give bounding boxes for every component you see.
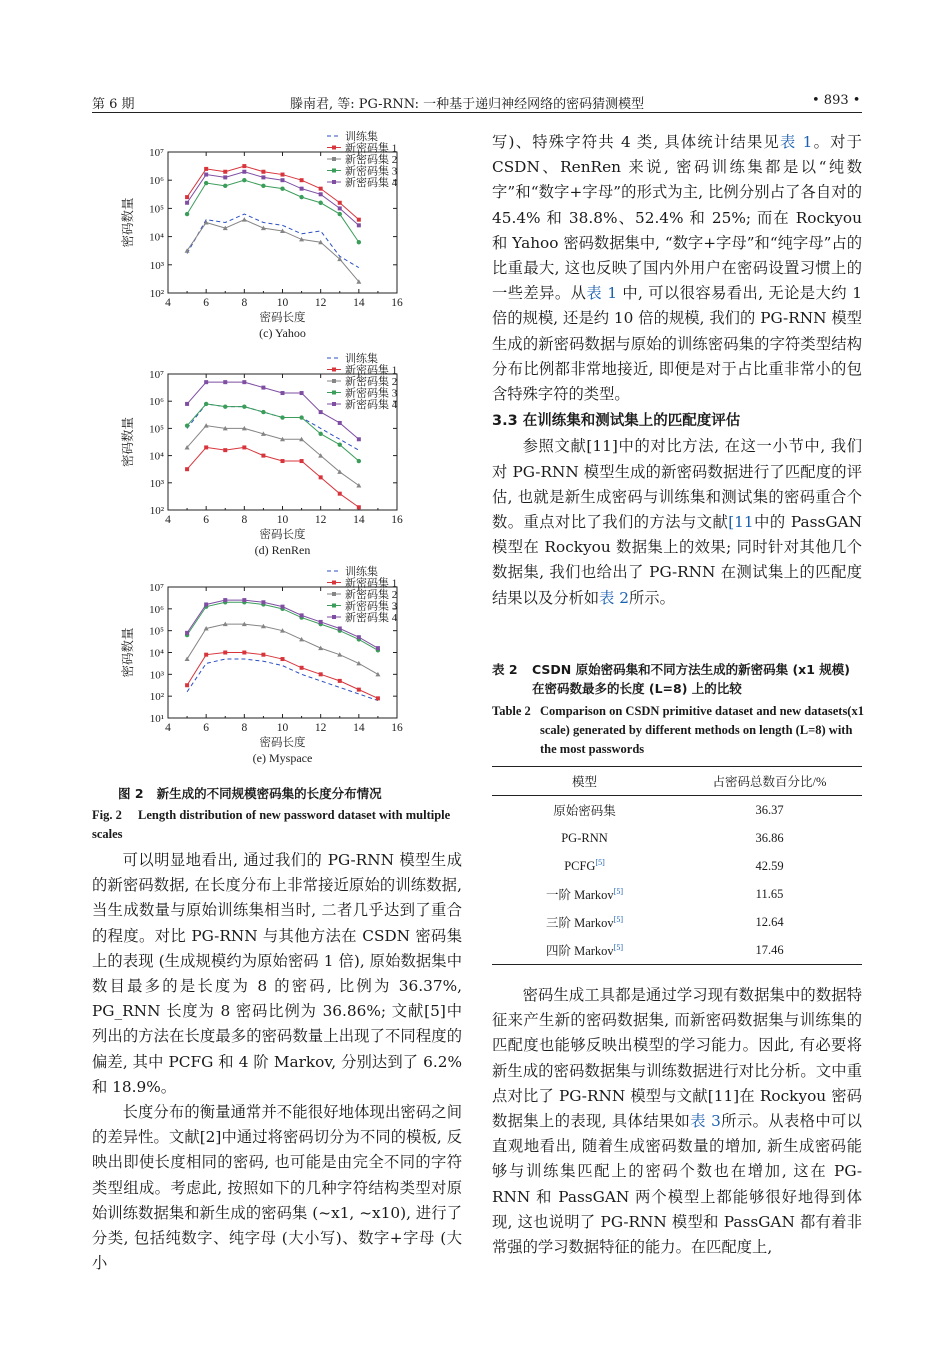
data-point [375, 672, 380, 677]
series-line [187, 659, 378, 700]
ref11-link[interactable]: [11 [728, 513, 754, 532]
legend-label: 新密码集 1 [345, 142, 398, 155]
table-row: 三阶 Markov[5] 12.64 [545, 914, 784, 930]
header-issue: 第 6 期 [92, 97, 135, 112]
table-row: PG-RNN 36.86 [561, 830, 784, 845]
data-point [299, 415, 303, 419]
table-header-model: 模型 [492, 767, 677, 796]
chart-renren [92, 352, 472, 562]
data-point [261, 170, 265, 174]
data-point [242, 651, 246, 655]
table-header-row [492, 767, 862, 796]
data-point [242, 217, 247, 222]
data-point [204, 402, 208, 406]
legend-label: 新密码集 3 [345, 600, 398, 613]
data-point [242, 445, 246, 449]
data-point [357, 505, 361, 509]
data-point [242, 178, 246, 182]
x-tick-label: 10 [276, 297, 289, 309]
series-line [187, 447, 359, 507]
chart-yahoo-svg [92, 130, 472, 345]
ref5-link[interactable]: [5] [613, 914, 624, 924]
y-tick-label: 10⁶ [149, 396, 164, 409]
x-tick-label: 8 [241, 722, 248, 734]
data-point [242, 164, 246, 168]
legend-label: 新密码集 3 [345, 165, 398, 178]
data-point [281, 605, 285, 609]
chart-title: (c) Yahoo [259, 326, 306, 340]
y-tick-label: 10³ [149, 259, 164, 272]
data-point [185, 657, 190, 662]
x-tick-label: 6 [203, 722, 210, 734]
x-tick-label: 12 [314, 297, 327, 309]
data-point [185, 212, 189, 216]
legend-marker [332, 391, 336, 395]
x-tick-label: 16 [391, 722, 403, 734]
data-point [319, 672, 323, 676]
figure-caption-en-label: Fig. 2 [92, 808, 122, 822]
data-point [300, 187, 304, 191]
table2-caption [492, 660, 864, 759]
x-tick-label: 16 [391, 514, 403, 526]
x-tick-label: 10 [276, 722, 289, 734]
data-point [319, 410, 323, 414]
paragraph-table1-summary: 写)、特殊字符共 4 类, 具体统计结果见表 1。对于 CSDN、RenRen 来说, 密码训练集都是以“纯数字”和“数字+字母”的形式为主, 比例分别占了各自对的 45.4% 和 38.8%、52.4% 和 25%; 而在 Rockyou 和 Yahoo 密码数据集中, “数字+字母”和“纯字母”占的比重最大, 这也反映了国内外用户在密码设置习惯上的一些差异。从表 1 中, 可以很容易看出, 无论是大约 1 倍的规模, 还是约 10 倍的规模, 我们的 PG-RNN 模型生成的新密码数据与原始的训练密码集的字符类型结构分布比例都非常地接近, 即便是对于占比重非常小的包含特殊字符的类型。 [492, 133, 862, 404]
figure-caption-en [92, 806, 464, 844]
y-axis-label: 密码数量 [121, 416, 135, 468]
legend-marker [332, 146, 336, 150]
x-tick-label: 4 [165, 297, 171, 309]
y-tick-label: 10⁵ [149, 203, 164, 216]
data-point [261, 454, 265, 458]
table-header-percent: 占密码总数百分比/% [677, 767, 862, 796]
x-tick-label: 16 [391, 297, 403, 309]
data-point [281, 173, 285, 177]
data-point [357, 223, 361, 227]
legend-label: 训练集 [345, 353, 378, 365]
data-point [281, 657, 285, 661]
figure-caption-cn-label: 图 2 [118, 786, 144, 801]
right-column-bottom-text [492, 983, 862, 1260]
data-point [357, 218, 361, 222]
legend-marker [332, 368, 336, 372]
data-point [338, 679, 342, 683]
legend-label: 训练集 [345, 566, 378, 578]
data-point [223, 651, 227, 655]
legend-marker [332, 402, 336, 406]
data-point [338, 443, 342, 447]
legend-marker [332, 615, 336, 619]
data-point [185, 631, 189, 635]
data-point [376, 696, 380, 700]
y-tick-label: 10⁴ [149, 450, 164, 463]
y-tick-label: 10⁵ [149, 423, 164, 436]
data-point [185, 467, 189, 471]
data-point [185, 423, 189, 427]
figure-caption-en-text: Length distribution of new password dataset with multiple scales [92, 808, 451, 841]
data-point [223, 380, 227, 384]
data-point [242, 404, 246, 408]
x-tick-label: 14 [353, 514, 365, 526]
data-point [319, 192, 323, 196]
data-point [204, 167, 208, 171]
x-tick-label: 8 [241, 297, 248, 309]
data-point [318, 201, 322, 205]
data-point [280, 415, 284, 419]
legend-label: 新密码集 2 [345, 154, 398, 166]
legend-label: 新密码集 2 [345, 376, 398, 388]
data-point [319, 620, 323, 624]
x-tick-label: 10 [276, 514, 289, 526]
data-point [357, 459, 361, 463]
chart-yahoo [92, 130, 472, 345]
chart-myspace [92, 565, 472, 770]
data-point [357, 240, 361, 244]
x-tick-label: 4 [165, 514, 171, 526]
legend-label: 训练集 [345, 131, 378, 143]
header-title: 滕南君, 等: PG-RNN: 一种基于递归神经网络的密码猜测模型 [290, 97, 645, 112]
table2-grid [492, 766, 862, 965]
legend-label: 新密码集 1 [345, 577, 398, 590]
y-tick-label: 10⁶ [149, 603, 164, 616]
y-tick-label: 10² [149, 505, 164, 517]
data-point [204, 173, 208, 177]
ref5-link[interactable]: [5] [613, 886, 624, 896]
x-axis-label: 密码长度 [259, 312, 306, 324]
series-line [187, 426, 359, 486]
table2-caption-cn-label: 表 2 [492, 662, 518, 677]
data-point [242, 380, 246, 384]
y-tick-label: 10⁷ [149, 147, 164, 159]
data-point [300, 666, 304, 670]
table2-caption-en-label: Table 2 [492, 704, 531, 718]
data-point [318, 432, 322, 436]
table-row: 四阶 Markov[5] 17.46 [492, 936, 862, 965]
paragraph-generation-tools: 密码生成工具都是通过学习现有数据集中的数据特征来产生新的密码数据集, 而新密码数据集与训练集的匹配度也能够反映出模型的学习能力。因此, 有必要将新生成的密码数据集与训练数据进行对比分析。文中重点对比了 PG-RNN 模型与文献[11]在 Rockyou 密码数据集上的表现, 具体结果如表 3所示。从表格中可以直观地看出, 随着生成密码数量的增加, 新生成密码能够与训练集匹配上的密码个数也在增加, 这在 PG-RNN 和 PassGAN 两个模型上都能够很好地得到体现, 这也说明了 PG-RNN 模型和 PassGAN 都有着非常强的学习数据特征的能力。在匹配度上, [492, 986, 862, 1257]
ref5-link[interactable]: [5] [595, 857, 605, 867]
x-tick-label: 4 [165, 722, 171, 734]
x-tick-label: 8 [241, 514, 248, 526]
data-point [242, 598, 246, 602]
right-column-top-text [492, 130, 862, 611]
legend-label: 新密码集 3 [345, 387, 398, 400]
data-point [261, 410, 265, 414]
data-point [261, 184, 265, 188]
y-tick-label: 10² [149, 691, 164, 704]
y-tick-label: 10⁶ [149, 175, 164, 188]
data-point [338, 206, 342, 210]
y-tick-label: 10⁷ [149, 582, 164, 594]
data-point [261, 175, 265, 179]
y-tick-label: 10² [149, 288, 164, 300]
data-point [223, 404, 227, 408]
header-page-number: • 893 • [812, 93, 861, 108]
data-point [204, 181, 208, 185]
data-point [204, 653, 208, 657]
series-line [187, 172, 359, 226]
data-point [300, 178, 304, 182]
data-point [223, 170, 227, 174]
data-point [223, 598, 227, 602]
legend-marker [332, 581, 336, 585]
chart-title: (e) Myspace [252, 751, 313, 765]
legend-label: 新密码集 2 [345, 589, 398, 601]
data-point [357, 635, 361, 639]
x-tick-label: 12 [314, 514, 327, 526]
data-point [319, 187, 323, 191]
data-point [300, 459, 304, 463]
x-axis-label: 密码长度 [259, 737, 306, 749]
legend-marker [332, 379, 336, 383]
series-line [187, 214, 359, 268]
y-tick-label: 10⁴ [149, 647, 164, 660]
y-tick-label: 10³ [149, 477, 164, 490]
x-tick-label: 14 [353, 722, 365, 734]
data-point [185, 402, 189, 406]
data-point [357, 437, 361, 441]
legend-label: 新密码集 4 [345, 612, 398, 624]
data-point [376, 646, 380, 650]
legend-marker [332, 157, 336, 161]
legend-marker [332, 604, 336, 608]
paragraph-length-analysis: 可以明显地看出, 通过我们的 PG-RNN 模型生成的新密码数据, 在长度分布上非常接近原始的训练数据, 当生成数量与原始训练集相当时, 二者几乎达到了重合的程度。对比 PG-RNN 与其他方法在 CSDN 密码集上的表现 (生成规模约为原始密码 1 倍), 原始数据集中数目最多的是长度为 8 的密码, 比例为 36.37%, PG_RNN 长度为 8 密码比例为 36.86%; 文献[5]中列出的方法在长度最多的密码数量上出现了不同程度的偏差, 其中 PCFG 和 4 阶 Markov, 分别达到了 6.2% 和 18.9%。 [92, 851, 462, 1096]
data-point [299, 637, 304, 642]
series-line [187, 180, 359, 242]
header-rule [92, 112, 862, 113]
data-point [280, 186, 284, 190]
series-line [187, 404, 359, 461]
table2-caption-en-text: Comparison on CSDN primitive dataset and new datasets(x1 scale) generated by different methods on length (L=8) with the most passwords [540, 704, 864, 756]
data-point [338, 421, 342, 425]
y-tick-label: 10⁷ [149, 369, 164, 381]
paragraph-match-eval: 参照文献[11]中的对比方法, 在这一小节中, 我们对 PG-RNN 模型生成的新密码数据进行了匹配度的评估, 也就是新生成密码与训练集和测试集的密码重合个数。重点对比了我们的方法与文献[11中的 PassGAN 模型在 Rockyou 数据集上的效果; 同时针对其他几个数据集, 我们也给出了 PG-RNN 在测试集上的匹配度结果以及分析如表 2所示。 [492, 437, 862, 607]
table-row: PCFG[5] 42.59 [564, 857, 784, 874]
x-tick-label: 12 [314, 722, 327, 734]
data-point [281, 391, 285, 395]
y-tick-label: 10⁴ [149, 231, 164, 244]
chart-myspace-svg [92, 565, 472, 770]
legend-label: 新密码集 4 [345, 177, 398, 189]
legend-marker [332, 180, 336, 184]
figure-caption-cn-text: 新生成的不同规模密码集的长度分布情况 [156, 786, 382, 801]
data-point [223, 175, 227, 179]
data-point [338, 201, 342, 205]
data-point [300, 613, 304, 617]
legend-marker [332, 169, 336, 173]
data-point [223, 448, 227, 452]
table-row: 原始密码集 36.37 [553, 802, 784, 818]
table1-link-2[interactable]: 表 1 [586, 284, 618, 303]
y-tick-label: 10¹ [149, 713, 164, 725]
data-point [261, 653, 265, 657]
figure-caption-cn [118, 784, 458, 802]
data-point [299, 195, 303, 199]
legend-label: 新密码集 4 [345, 399, 398, 411]
data-point [261, 386, 265, 390]
data-point [319, 475, 323, 479]
data-point [356, 661, 361, 666]
table2 [492, 766, 862, 965]
legend-marker [332, 592, 336, 596]
x-tick-label: 6 [203, 297, 210, 309]
data-point [338, 212, 342, 216]
y-axis-label: 密码数量 [121, 627, 135, 678]
section-heading-3-3: 3.3 在训练集和测试集上的匹配度评估 [492, 413, 741, 430]
ref5-link[interactable]: [5] [613, 942, 624, 952]
y-tick-label: 10³ [149, 669, 164, 682]
y-tick-label: 10⁵ [149, 625, 164, 638]
data-point [318, 646, 323, 651]
table-row: 一阶 Markov[5] 11.65 [545, 886, 784, 902]
data-point [281, 178, 285, 182]
left-column-text [92, 848, 462, 1276]
x-tick-label: 14 [353, 297, 365, 309]
y-axis-label: 密码数量 [121, 197, 135, 248]
paragraph-char-types: 长度分布的衡量通常并不能很好地体现出密码之间的差异性。文献[2]中通过将密码切分为不同的模板, 反映出即使长度相同的密码, 也可能是由完全不同的字符类型组成。考虑此, 按照如下的几种字符结构类型对原始训练数据集和新生成的密码集 (~x1, ~x10), 进行了分类, 包括纯数字、纯字母 (大小写)、数字+字母 (大小 [92, 1103, 462, 1273]
data-point [281, 459, 285, 463]
data-point [185, 201, 189, 205]
data-point [185, 195, 189, 199]
data-point [242, 170, 246, 174]
table2-link[interactable]: 表 2 [599, 588, 629, 607]
data-point [204, 602, 208, 606]
data-point [204, 380, 208, 384]
data-point [223, 184, 227, 188]
data-point [185, 683, 189, 687]
series-line [187, 220, 359, 282]
data-point [261, 600, 265, 604]
table1-link[interactable]: 表 1 [780, 133, 813, 151]
data-point [204, 445, 208, 449]
legend-label: 新密码集 1 [345, 364, 398, 377]
x-axis-label: 密码长度 [259, 529, 306, 541]
series-line [187, 166, 359, 220]
data-point [338, 492, 342, 496]
data-point [300, 391, 304, 395]
data-point [338, 626, 342, 630]
data-point [357, 688, 361, 692]
x-tick-label: 6 [203, 514, 210, 526]
table3-link[interactable]: 表 3 [690, 1112, 721, 1131]
table2-caption-cn-text: CSDN 原始密码集和不同方法生成的新密码集 (x1 规模) 在密码数最多的长度 (L=8) 上的比较 [532, 662, 850, 696]
chart-renren-svg [92, 352, 472, 562]
chart-title: (d) RenRen [254, 543, 311, 557]
